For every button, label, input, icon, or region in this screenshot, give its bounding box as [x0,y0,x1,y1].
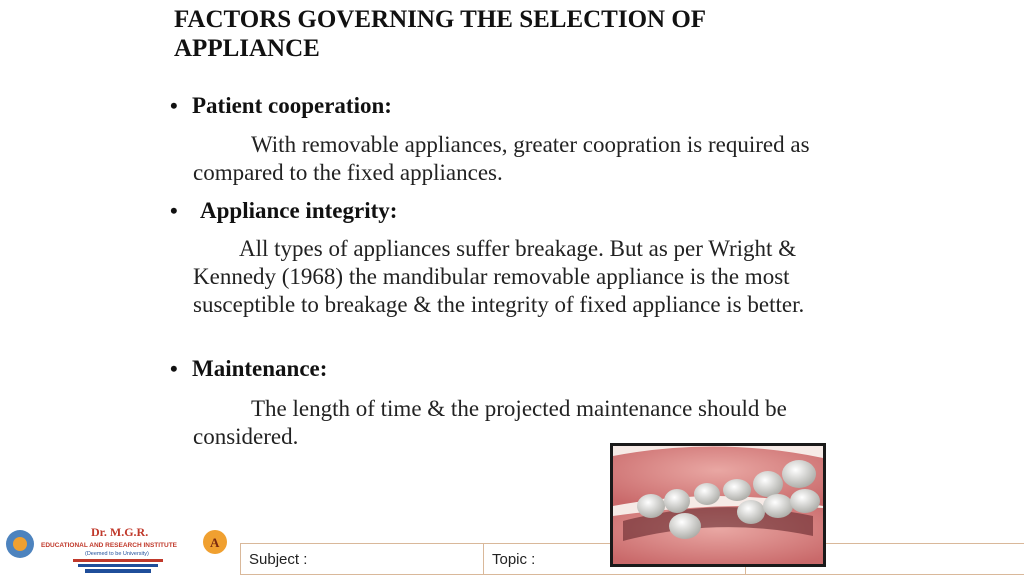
bullet-dot: • [170,93,178,118]
bullet-heading-row-2 [170,198,397,224]
bullet-heading-row-3 [170,356,327,382]
slide-title: FACTORS GOVERNING THE SELECTION OF APPLIANCE [174,6,706,62]
logo-line1: EDUCATIONAL AND RESEARCH INSTITUTE [41,542,178,549]
logo-line2: (Deemed to be University) [85,551,149,557]
bullet-dot: • [170,198,178,223]
dental-photo [610,443,826,567]
logo-name: Dr. M.G.R. [91,525,149,539]
institute-logo [3,522,235,575]
svg-text:A: A [210,535,220,550]
bullet-text: With removable appliances, greater coopration is required as compared to the fixed appliances. [193,132,810,185]
footer-topic: Topic : [484,544,746,574]
bullet-text: All types of appliances suffer breakage. But as per Wright & Kennedy (1968) the mandibular removable appliance is the most susceptible to breakage & the integrity of fixed appliance is better. [193,236,805,317]
bullet-heading-row-1 [170,93,392,119]
footer-subject: Subject : [241,544,484,574]
bullet-heading: Appliance integrity: [200,198,398,223]
bullet-dot: • [170,356,178,381]
bullet-heading: Maintenance: [192,356,328,381]
bullet-text: The length of time & the projected maintenance should be considered. [193,396,787,449]
bullet-heading: Patient cooperation: [192,93,392,118]
